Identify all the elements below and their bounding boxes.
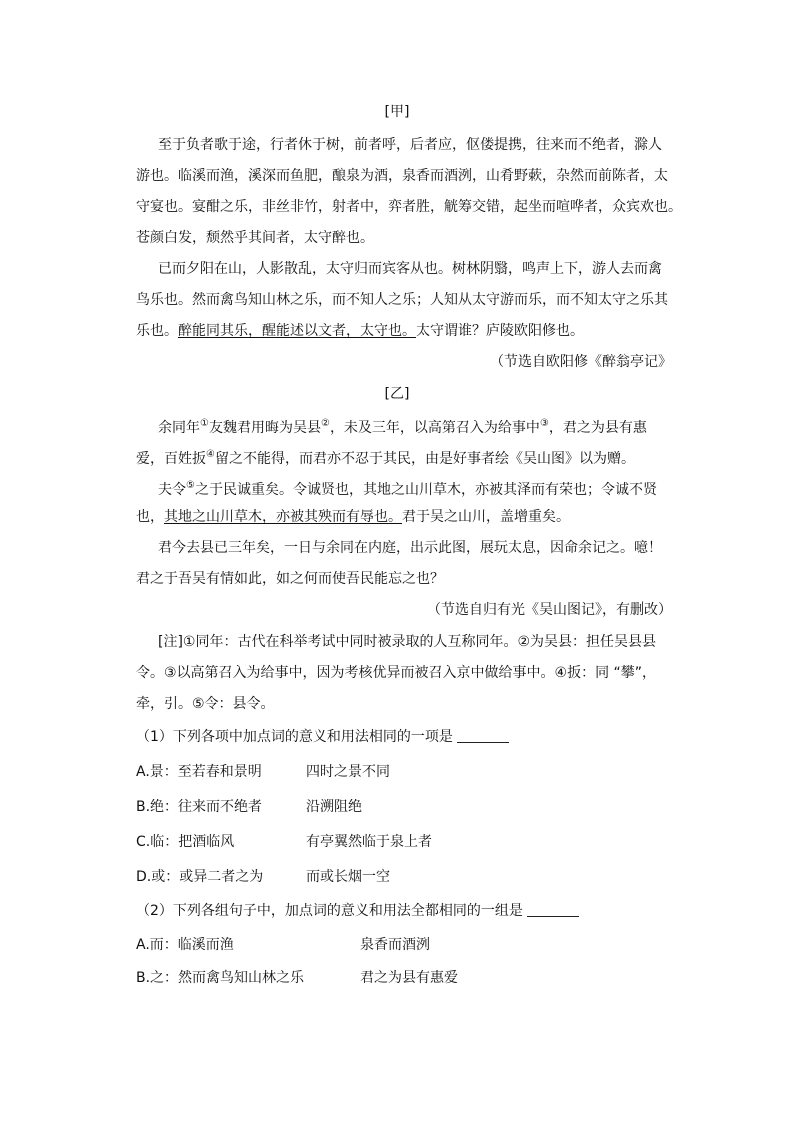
q1-option-c-right: 有亭翼然临于泉上者 xyxy=(306,834,432,850)
notes-line: 牵，引。⑤令：县令。 xyxy=(136,696,275,712)
note-marker-2: ② xyxy=(320,418,330,429)
passage-a-source: （节选自欧阳修《醉翁亭记》 xyxy=(490,354,672,370)
passage-b-line xyxy=(158,414,647,438)
note-marker-4: ④ xyxy=(206,449,215,460)
q1-option-a-right: 四时之景不同 xyxy=(306,764,390,780)
question-2-text: （2）下列各组句子中，加点词的意义和用法全都相同的一组是 xyxy=(136,903,523,919)
passage-b-line xyxy=(158,476,657,500)
passage-b-line xyxy=(136,507,570,527)
passage-b-text: 友魏君用晦为吴县 xyxy=(208,420,321,436)
note-marker-1: ① xyxy=(200,418,209,429)
q1-option-a: A.景：至若春和景明 xyxy=(136,764,262,780)
q1-option-d: D.或：或异二者之为 xyxy=(136,869,264,885)
q2-option-b-right: 君之为县有惠爱 xyxy=(360,970,458,986)
passage-b-line: 君之于吾吴有情如此，如之何而使吾民能忘之也？ xyxy=(136,571,444,587)
q1-option-c: C.临：把酒临风 xyxy=(136,834,235,850)
passage-b-text: 留之不能得，而君亦不忍于其民，由是好事者绘《吴山图》以为赠。 xyxy=(214,451,635,467)
passage-b-text: 之于民诚重矣。令诚贤也，其地之山川草木，亦被其泽而有荣也；令诚不贤 xyxy=(194,482,657,498)
passage-a-line: 守宴也。宴酣之乐，非丝非竹，射者中，弈者胜，觥筹交错，起坐而喧哗者，众宾欢也。 xyxy=(136,199,682,215)
passage-a-heading: [甲] xyxy=(384,104,410,120)
notes-line: 令。③以高第召入为给事中，因为考核优异而被召入京中做给事中。④扳：同 “攀”， xyxy=(136,665,657,681)
q1-option-d-right: 而或长烟一空 xyxy=(306,869,390,885)
passage-b-text: 余同年 xyxy=(158,420,200,436)
passage-a-line: 苍颜白发，颓然乎其间者，太守醉也。 xyxy=(136,230,374,246)
passage-a-underlined-sentence: 醉能同其乐，醒能述以文者，太守也。 xyxy=(178,323,416,339)
question-1-text: （1）下列各项中加点词的意义和用法相同的一项是 xyxy=(136,729,453,745)
note-marker-3: ③ xyxy=(539,418,549,429)
passage-b-text: 也， xyxy=(136,509,164,525)
passage-a-last-line xyxy=(136,321,584,341)
passage-b-text: ，君之为县有惠 xyxy=(548,420,647,436)
passage-b-line: 君今去县已三年矣，一日与余同在内庭，出示此图，展玩太息，因命余记之。噫！ xyxy=(158,540,662,556)
q2-option-a-right: 泉香而酒洌 xyxy=(360,937,430,953)
answer-blank-1[interactable] xyxy=(457,730,509,743)
answer-blank-2[interactable] xyxy=(527,904,579,917)
notes-line: [注]①同年：古代在科举考试中同时被录取的人互称同年。②为吴县：担任吴县县 xyxy=(158,634,657,650)
passage-a-text: 太守谓谁？庐陵欧阳修也。 xyxy=(416,323,584,339)
question-1-stem xyxy=(136,727,509,747)
note-marker-5: ⑤ xyxy=(186,480,195,491)
passage-b-line xyxy=(136,445,635,469)
passage-a-line: 鸟乐也。然而禽鸟知山林之乐，而不知人之乐；人知从太守游而乐，而不知太守之乐其 xyxy=(136,292,668,308)
question-2-stem xyxy=(136,901,579,921)
passage-b-source: （节选自归有光《吴山图记》，有删改） xyxy=(427,602,672,618)
passage-a-line: 游也。临溪而渔，溪深而鱼肥，酿泉为酒，泉香而酒洌，山肴野蔌，杂然而前陈者，太 xyxy=(136,168,668,184)
passage-b-text: 夫令 xyxy=(158,482,186,498)
passage-b-heading: [乙] xyxy=(384,386,410,402)
q2-option-b: B.之：然而禽鸟知山林之乐 xyxy=(136,970,305,986)
passage-b-text: 爱，百姓扳 xyxy=(136,451,206,467)
q1-option-b: B.绝：往来而不绝者 xyxy=(136,799,263,815)
q2-option-a: A.而：临溪而渔 xyxy=(136,937,234,953)
passage-a-line: 已而夕阳在山，人影散乱，太守归而宾客从也。树林阴翳，鸣声上下，游人去而禽 xyxy=(158,261,662,277)
passage-a-text: 乐也。 xyxy=(136,323,178,339)
passage-b-text: 君于吴之山川，盖增重矣。 xyxy=(402,509,570,525)
passage-b-underlined-sentence: 其地之山川草木，亦被其殃而有辱也。 xyxy=(164,509,402,525)
passage-b-text: ，未及三年，以高第召入为给事中 xyxy=(329,420,540,436)
passage-a-line: 至于负者歌于途，行者休于树，前者呼，后者应，伛偻提携，往来而不绝者，滁人 xyxy=(158,137,662,153)
q1-option-b-right: 沿溯阻绝 xyxy=(306,799,362,815)
